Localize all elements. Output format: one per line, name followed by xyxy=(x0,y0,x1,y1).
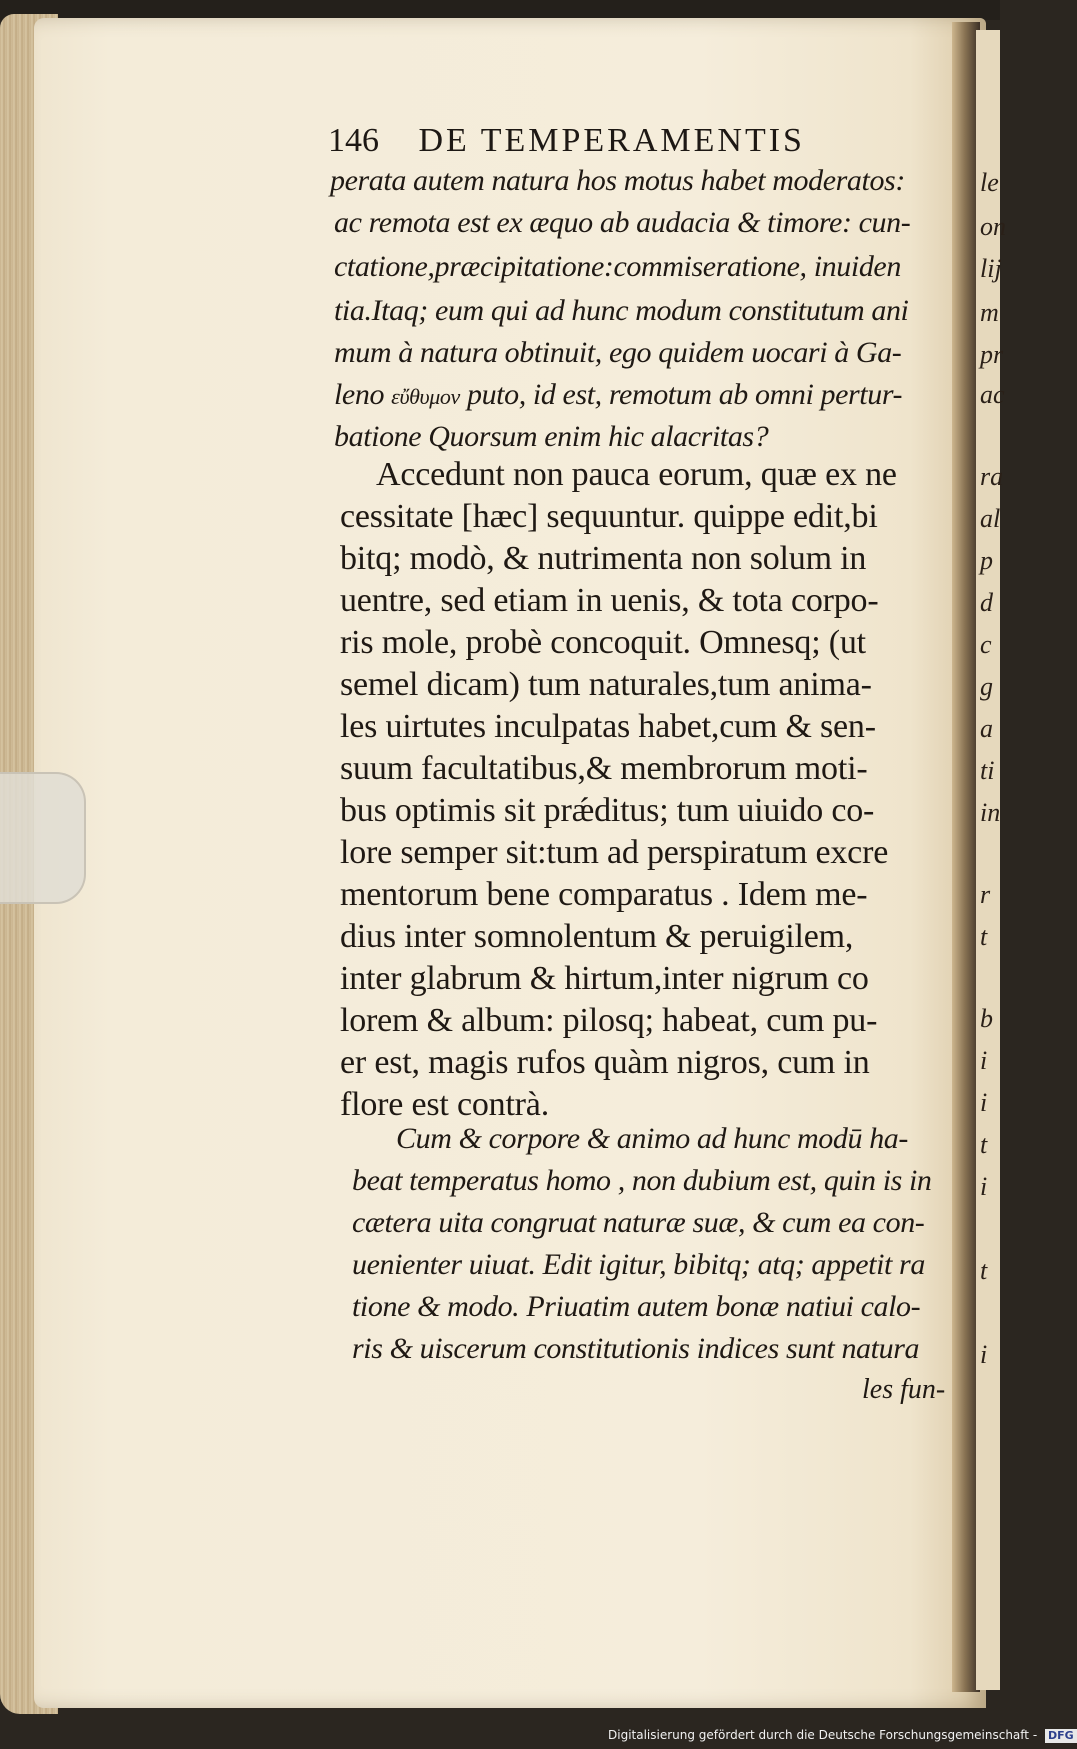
running-head xyxy=(328,122,868,160)
text-line: ris & uiscerum constitutionis indices sunt natura xyxy=(352,1332,920,1365)
facing-fragment: g xyxy=(980,672,993,701)
text-line: semel dicam) tum naturales,tum anima- xyxy=(340,666,872,703)
text-line: ris mole, probè concoquit. Omnesq; (ut xyxy=(340,624,866,661)
text-line: tia.Itaq; eum qui ad hunc modum constitutum ani xyxy=(334,294,909,327)
text-line: ac remota est ex æquo ab audacia & timore: cun- xyxy=(334,206,911,239)
text-fragment: leno xyxy=(334,378,385,411)
facing-fragment: a xyxy=(980,714,993,743)
facing-fragment: i xyxy=(980,1046,988,1075)
facing-fragment: pr xyxy=(980,340,1004,369)
text-line: ctatione,præcipitatione:commiseratione, inuiden xyxy=(334,250,901,283)
text-line: bitq; modò, & nutrimenta non solum in xyxy=(340,540,867,577)
facing-fragment: in xyxy=(980,798,1001,827)
credit-text: Digitalisierung gefördert durch die Deutsche Forschungsgemeinschaft - xyxy=(608,1728,1038,1742)
facing-fragment: t xyxy=(980,922,988,951)
text-line: lorem & album: pilosq; habeat, cum pu- xyxy=(340,1002,878,1039)
text-line: Accedunt non pauca eorum, quæ ex ne xyxy=(376,456,897,493)
text-line: flore est contrà. xyxy=(340,1086,550,1123)
text-line: batione Quorsum enim hic alacritas? xyxy=(334,420,769,453)
text-fragment: puto, id est, remotum ab omni pertur- xyxy=(466,378,903,411)
text-line xyxy=(334,378,902,412)
greek-word: εὔθυμον xyxy=(391,384,460,409)
digitization-credit xyxy=(608,1728,1077,1743)
facing-fragment: r xyxy=(980,880,991,909)
facing-fragment: i xyxy=(980,1340,988,1369)
facing-fragment: lij xyxy=(980,254,1002,283)
facing-fragment: c xyxy=(980,630,992,659)
facing-fragment: al xyxy=(980,504,1001,533)
running-title: DE TEMPERAMENTIS xyxy=(418,122,805,159)
text-line: inter glabrum & hirtum,inter nigrum co xyxy=(340,960,869,997)
facing-fragment: i xyxy=(980,1088,988,1117)
text-line: tione & modo. Priuatim autem bonæ natiui calo- xyxy=(352,1290,921,1323)
facing-fragment: le xyxy=(980,168,999,197)
facing-fragment: t xyxy=(980,1256,988,1285)
text-line: suum facultatibus,& membrorum moti- xyxy=(340,750,868,787)
facing-fragment: ra xyxy=(980,462,1004,491)
text-line: perata autem natura hos motus habet moderatos: xyxy=(330,164,905,197)
facing-fragment: ti xyxy=(980,756,995,785)
facing-fragment: ac xyxy=(980,380,1005,409)
text-line: cessitate [hæc] sequuntur. quippe edit,bi xyxy=(340,498,878,535)
text-line: uentre, sed etiam in uenis, & tota corpo- xyxy=(340,582,879,619)
text-line: les uirtutes inculpatas habet,cum & sen- xyxy=(340,708,876,745)
facing-fragment: d xyxy=(980,588,993,617)
text-line: bus optimis sit prǽditus; tum uiuido co- xyxy=(340,792,875,829)
text-line: beat temperatus homo , non dubium est, quin is in xyxy=(352,1164,932,1197)
text-line: mentorum bene comparatus . Idem me- xyxy=(340,876,868,913)
page-number: 146 xyxy=(328,122,379,159)
facing-fragment: b xyxy=(980,1004,993,1033)
facing-fragment: t xyxy=(980,1130,988,1159)
text-line: Cum & corpore & animo ad hunc modū ha- xyxy=(396,1122,908,1155)
facing-fragment: i xyxy=(980,1172,988,1201)
facing-fragment: on xyxy=(980,212,1006,241)
page-clip xyxy=(0,772,86,904)
facing-fragment: m xyxy=(980,298,999,327)
text-line: mum à natura obtinuit, ego quidem uocari à Ga- xyxy=(334,336,902,369)
text-line: er est, magis rufos quàm nigros, cum in xyxy=(340,1044,870,1081)
facing-fragment: p xyxy=(980,546,993,575)
text-line: lore semper sit:tum ad perspiratum excre xyxy=(340,834,889,871)
catchword: les fun- xyxy=(862,1374,946,1405)
dfg-logo-icon: DFG xyxy=(1045,1729,1077,1743)
text-line: cætera uita congruat naturæ suæ, & cum ea con- xyxy=(352,1206,925,1239)
scan-backdrop xyxy=(0,0,1000,20)
text-line: dius inter somnolentum & peruigilem, xyxy=(340,918,854,955)
text-line: uenienter uiuat. Edit igitur, bibitq; atq; appetit ra xyxy=(352,1248,925,1281)
